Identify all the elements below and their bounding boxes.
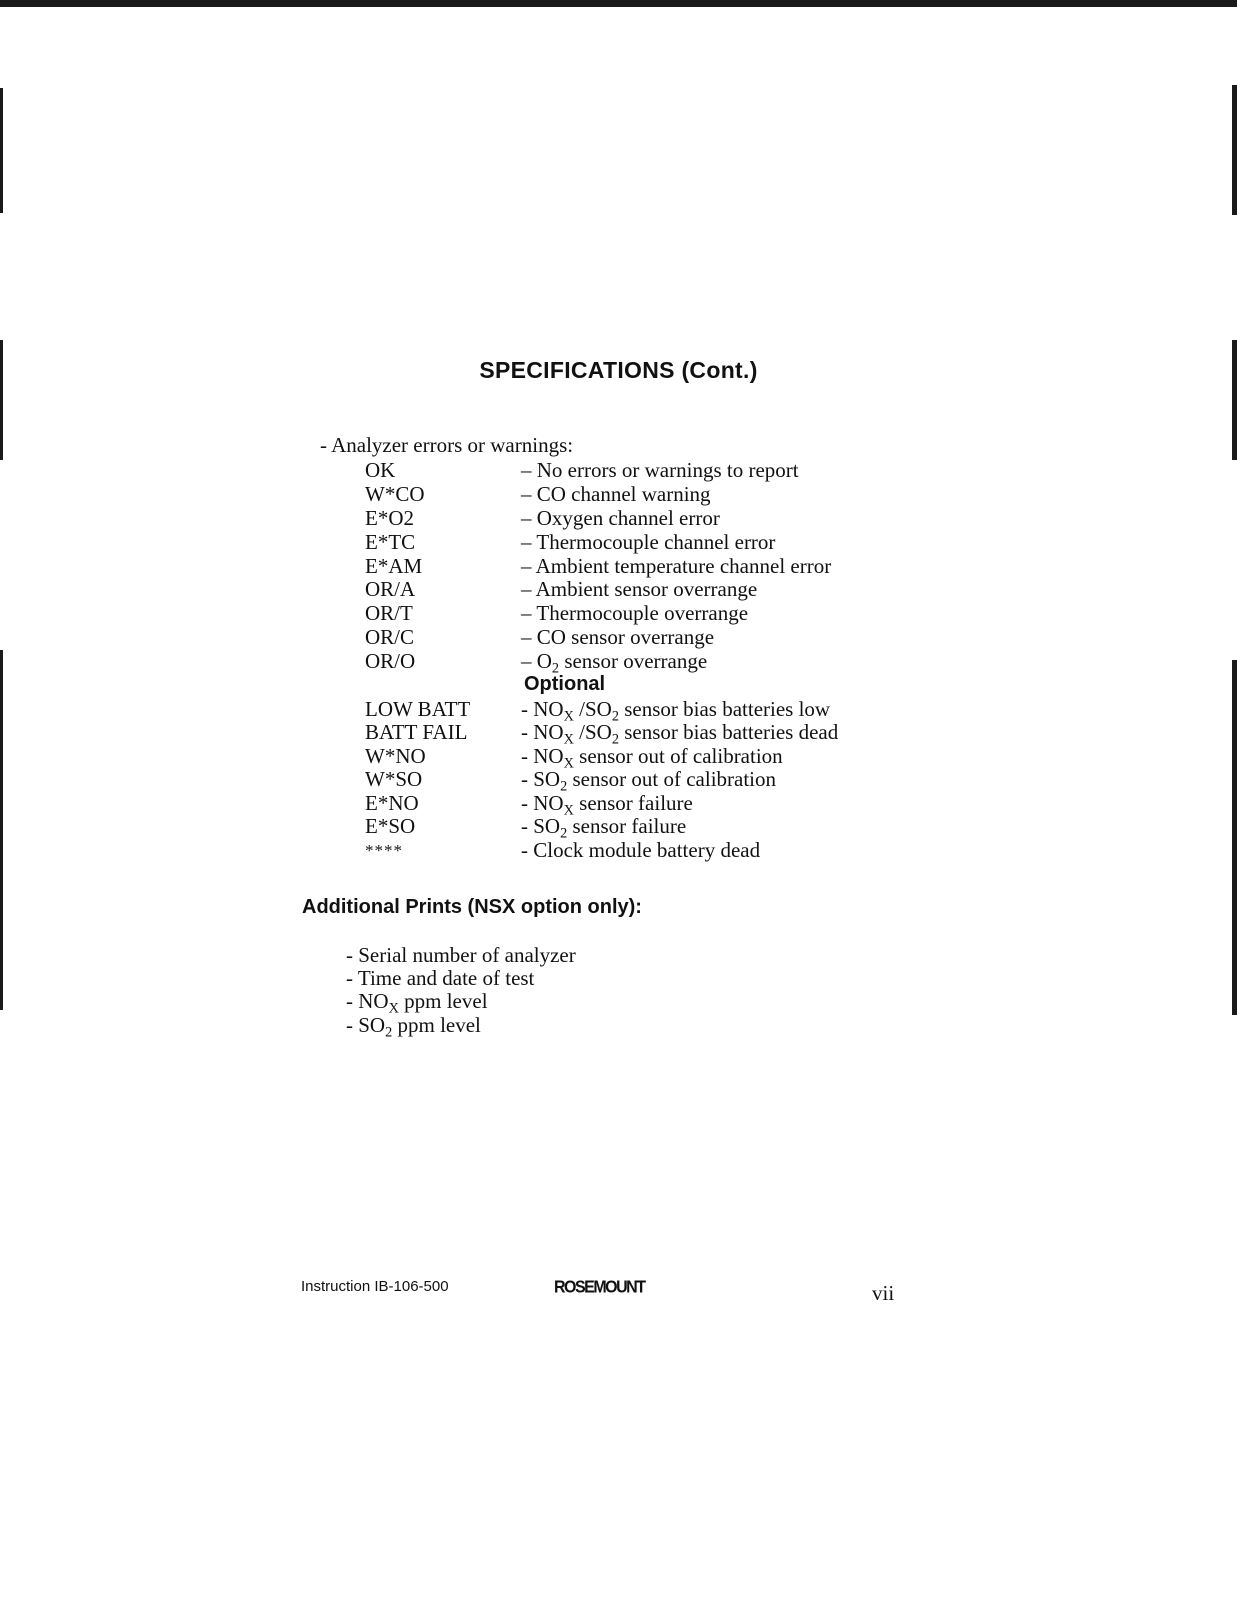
- section-intro: - Analyzer errors or warnings:: [320, 433, 574, 457]
- scan-left-edge-mark: [0, 88, 3, 213]
- scan-right-edge-mark: [1232, 660, 1237, 1015]
- footer-instruction: Instruction IB-106-500: [301, 1278, 449, 1295]
- error-code: W*SO: [365, 767, 423, 791]
- error-description: – Thermocouple channel error: [521, 530, 776, 554]
- scan-right-edge-mark: [1232, 85, 1237, 215]
- list-item: - Time and date of test: [346, 966, 535, 990]
- error-description: - $NO_X$ $/SO_2$ sensor bias batteries dead: [521, 720, 839, 748]
- error-code: OK: [365, 458, 396, 482]
- error-code: E*O2: [365, 506, 414, 530]
- error-description: – CO sensor overrange: [521, 625, 715, 649]
- page-title: SPECIFICATIONS (Cont.): [479, 357, 758, 383]
- error-code: E*TC: [365, 530, 416, 554]
- list-item: - $SO_2$ ppm level: [346, 1013, 481, 1041]
- page-number: vii: [872, 1281, 895, 1305]
- error-code: BATT FAIL: [365, 720, 468, 744]
- optional-heading: Optional: [524, 673, 606, 695]
- error-code: E*AM: [365, 554, 423, 578]
- error-description: - $NO_X$ sensor failure: [521, 791, 693, 819]
- error-code: OR/C: [365, 625, 415, 649]
- error-description: – $O_2$ sensor overrange: [521, 649, 708, 677]
- error-code: OR/O: [365, 649, 416, 673]
- additional-prints-heading: Additional Prints (NSX option only):: [302, 896, 642, 918]
- error-description: – CO channel warning: [521, 482, 711, 506]
- error-description: - $SO_2$ sensor out of calibration: [521, 767, 777, 795]
- error-code: OR/T: [365, 601, 413, 625]
- scan-top-edge: [0, 0, 1237, 7]
- error-code: E*NO: [365, 791, 419, 815]
- error-code: E*SO: [365, 814, 416, 838]
- error-code: ****: [365, 841, 403, 860]
- error-description: - $SO_2$ sensor failure: [521, 814, 687, 842]
- error-description: - $NO_X$ sensor out of calibration: [521, 744, 783, 772]
- rosemount-logo: ROSEMOUNT: [554, 1278, 645, 1297]
- error-code: W*CO: [365, 482, 425, 506]
- error-description: – Oxygen channel error: [521, 506, 720, 530]
- error-description: - $NO_X$ $/SO_2$ sensor bias batteries low: [521, 697, 831, 725]
- error-code: W*NO: [365, 744, 426, 768]
- error-description: – Thermocouple overrange: [521, 601, 749, 625]
- error-description: - Clock module battery dead: [521, 838, 761, 862]
- list-item: - Serial number of analyzer: [346, 943, 576, 967]
- list-item: - $NO_X$ ppm level: [346, 989, 488, 1017]
- error-description: – Ambient temperature channel error: [521, 554, 832, 578]
- scan-left-edge-mark: [0, 650, 3, 1010]
- error-code: LOW BATT: [365, 697, 471, 721]
- error-description: – Ambient sensor overrange: [521, 577, 758, 601]
- error-code: OR/A: [365, 577, 416, 601]
- error-description: – No errors or warnings to report: [521, 458, 799, 482]
